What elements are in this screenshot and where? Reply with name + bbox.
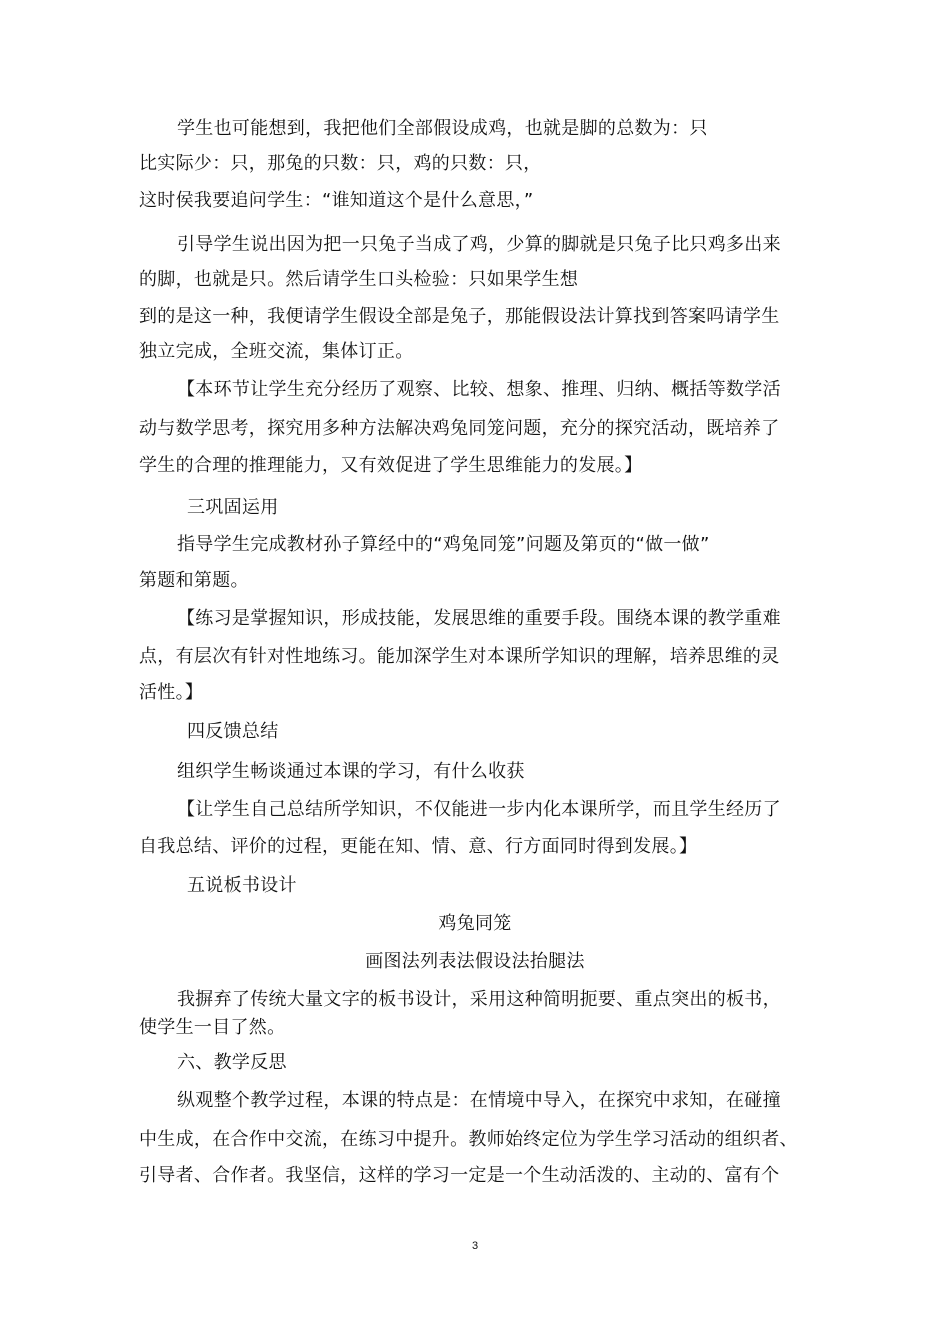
section-heading: 六、教学反思: [177, 1052, 287, 1073]
paragraph-line: 组织学生畅谈通过本课的学习，有什么收获: [177, 761, 525, 782]
section-heading: 五说板书设计: [187, 875, 297, 896]
paragraph-line: 第题和第题。: [139, 570, 249, 591]
paragraph-line: 动与数学思考，探究用多种方法解决鸡兔同笼问题，充分的探究活动，既培养了: [139, 418, 780, 439]
paragraph-line: 指导学生完成教材孙子算经中的“鸡兔同笼”问题及第页的“做一做”: [177, 534, 710, 555]
paragraph-line: 学生的合理的推理能力，又有效促进了学生思维能力的发展。】: [139, 455, 643, 476]
paragraph-line: 引导学生说出因为把一只兔子当成了鸡，少算的脚就是只兔子比只鸡多出来: [177, 234, 781, 255]
paragraph-line: 【让学生自己总结所学知识，不仅能进一步内化本课所学，而且学生经历了: [177, 799, 781, 820]
page-number: 3: [471, 1240, 479, 1252]
paragraph-line: 纵观整个教学过程，本课的特点是：在情境中导入，在探究中求知，在碰撞: [177, 1090, 781, 1111]
paragraph-line: 我摒弃了传统大量文字的板书设计，采用这种简明扼要、重点突出的板书，: [177, 989, 781, 1010]
section-heading: 四反馈总结: [187, 721, 279, 742]
paragraph-line: 学生也可能想到，我把他们全部假设成鸡，也就是脚的总数为：只: [177, 118, 708, 139]
paragraph-line: 到的是这一种，我便请学生假设全部是兔子，那能假设法计算找到答案吗请学生: [139, 306, 780, 327]
paragraph-line: 【练习是掌握知识，形成技能，发展思维的重要手段。围绕本课的教学重难: [177, 608, 781, 629]
section-heading: 三巩固运用: [187, 497, 279, 518]
paragraph-line: 活性。】: [139, 682, 204, 703]
paragraph-line: 点，有层次有针对性地练习。能加深学生对本课所学知识的理解，培养思维的灵: [139, 646, 780, 667]
paragraph-line: 自我总结、评价的过程，更能在知、情、意、行方面同时得到发展。】: [139, 836, 698, 857]
board-methods: 画图法列表法假设法抬腿法: [365, 951, 585, 972]
paragraph-line: 比实际少：只，那兔的只数：只，鸡的只数：只，: [139, 153, 542, 174]
paragraph-line: 引导者、合作者。我坚信，这样的学习一定是一个生动活泼的、主动的、富有个: [139, 1165, 780, 1186]
board-title: 鸡兔同笼: [438, 913, 512, 934]
paragraph-line: 这时侯我要追问学生：“谁知道这个是什么意思，”: [139, 190, 534, 211]
paragraph-line: 【本环节让学生充分经历了观察、比较、想象、推理、归纳、概括等数学活: [177, 379, 781, 400]
paragraph-line: 中生成，在合作中交流，在练习中提升。教师始终定位为学生学习活动的组织者、: [139, 1129, 798, 1150]
paragraph-line: 的脚，也就是只。然后请学生口头检验：只如果学生想: [139, 269, 579, 290]
paragraph-line: 独立完成，全班交流，集体订正。: [139, 341, 414, 362]
paragraph-line: 使学生一目了然。: [139, 1017, 286, 1038]
